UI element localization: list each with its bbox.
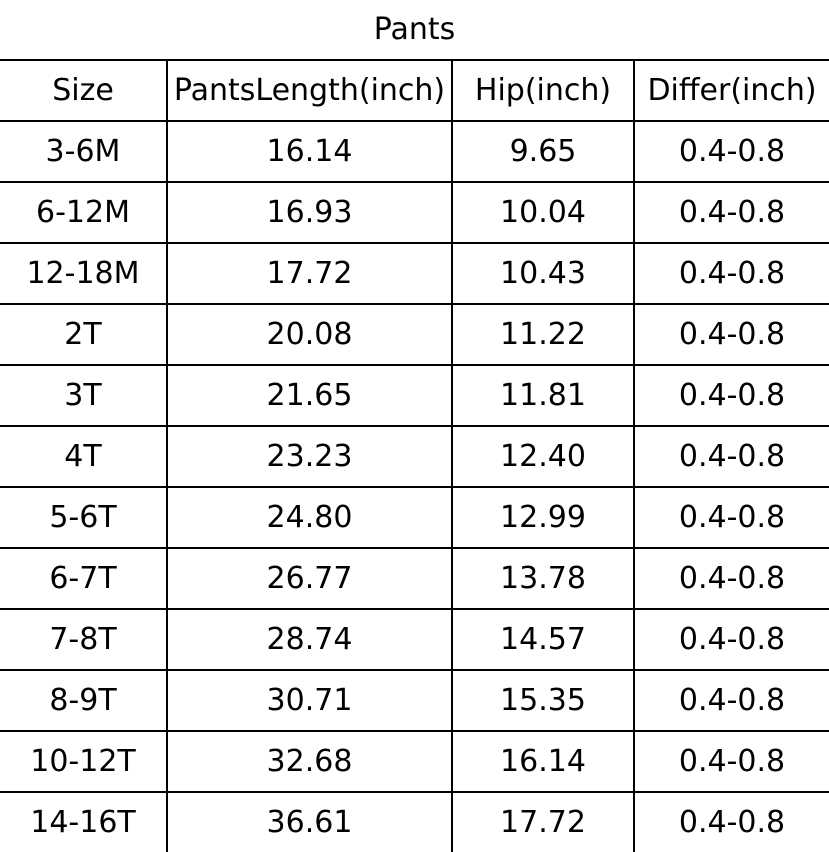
cell-size: 10-12T [0,731,167,792]
table-row [0,182,829,243]
cell-pants-length: 20.08 [167,304,452,365]
table-row [0,731,829,792]
cell-pants-length: 30.71 [167,670,452,731]
cell-pants-length: 36.61 [167,792,452,852]
cell-differ: 0.4-0.8 [634,304,829,365]
cell-hip: 12.99 [452,487,634,548]
table-row [0,365,829,426]
cell-hip: 15.35 [452,670,634,731]
cell-differ: 0.4-0.8 [634,365,829,426]
table-row [0,304,829,365]
cell-pants-length: 17.72 [167,243,452,304]
cell-size: 3-6M [0,121,167,182]
cell-differ: 0.4-0.8 [634,670,829,731]
cell-pants-length: 23.23 [167,426,452,487]
cell-hip: 11.81 [452,365,634,426]
cell-pants-length: 16.14 [167,121,452,182]
column-header-hip: Hip(inch) [452,60,634,121]
cell-size: 4T [0,426,167,487]
cell-size: 3T [0,365,167,426]
table-header-row [0,60,829,121]
cell-pants-length: 16.93 [167,182,452,243]
cell-differ: 0.4-0.8 [634,121,829,182]
cell-hip: 11.22 [452,304,634,365]
cell-differ: 0.4-0.8 [634,792,829,852]
table-row [0,243,829,304]
cell-hip: 16.14 [452,731,634,792]
cell-size: 14-16T [0,792,167,852]
cell-differ: 0.4-0.8 [634,487,829,548]
cell-pants-length: 32.68 [167,731,452,792]
page-title: Pants [0,0,829,60]
cell-hip: 10.04 [452,182,634,243]
cell-pants-length: 26.77 [167,548,452,609]
table-row [0,548,829,609]
cell-size: 6-7T [0,548,167,609]
cell-size: 5-6T [0,487,167,548]
cell-differ: 0.4-0.8 [634,182,829,243]
cell-differ: 0.4-0.8 [634,731,829,792]
cell-differ: 0.4-0.8 [634,548,829,609]
cell-differ: 0.4-0.8 [634,609,829,670]
cell-hip: 13.78 [452,548,634,609]
table-row [0,426,829,487]
cell-hip: 10.43 [452,243,634,304]
cell-differ: 0.4-0.8 [634,426,829,487]
table-row [0,487,829,548]
column-header-pants-length: PantsLength(inch) [167,60,452,121]
cell-hip: 12.40 [452,426,634,487]
cell-hip: 17.72 [452,792,634,852]
cell-hip: 9.65 [452,121,634,182]
cell-differ: 0.4-0.8 [634,243,829,304]
cell-size: 12-18M [0,243,167,304]
table-row [0,121,829,182]
cell-pants-length: 21.65 [167,365,452,426]
table-row [0,792,829,852]
table-title-row [0,0,829,60]
cell-hip: 14.57 [452,609,634,670]
table-row [0,670,829,731]
cell-pants-length: 28.74 [167,609,452,670]
table-row [0,609,829,670]
column-header-size: Size [0,60,167,121]
cell-size: 6-12M [0,182,167,243]
cell-size: 7-8T [0,609,167,670]
cell-size: 8-9T [0,670,167,731]
cell-size: 2T [0,304,167,365]
cell-pants-length: 24.80 [167,487,452,548]
column-header-differ: Differ(inch) [634,60,829,121]
